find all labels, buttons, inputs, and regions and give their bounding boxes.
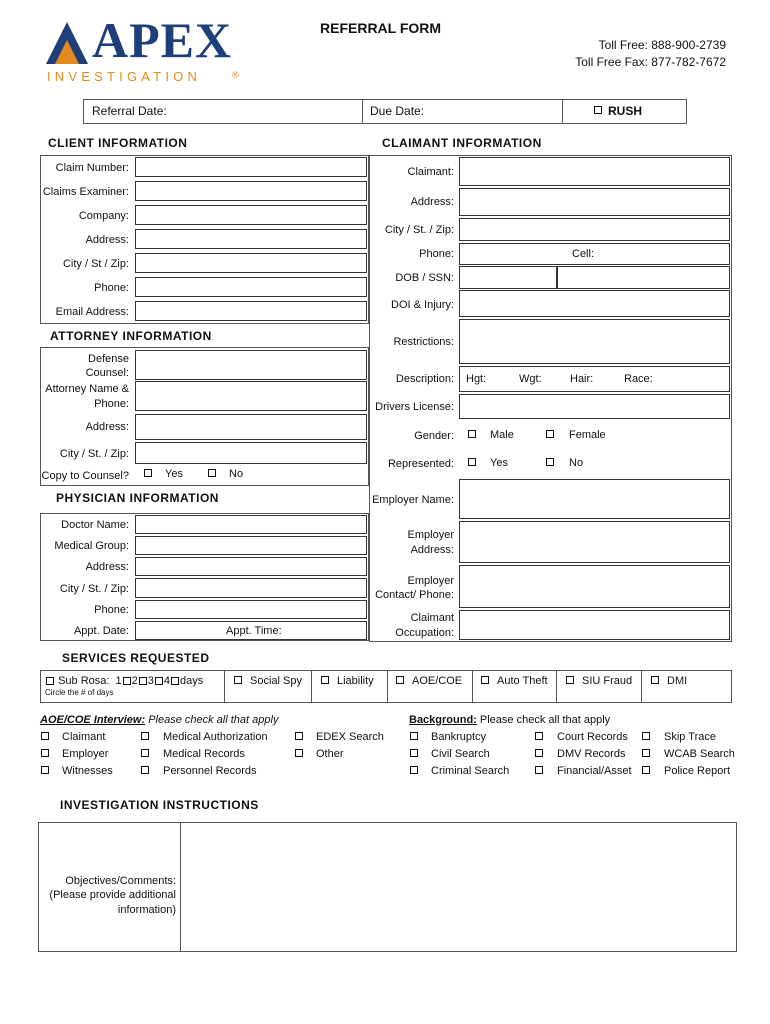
- days-label: days: [180, 675, 204, 687]
- email-input[interactable]: [135, 301, 367, 321]
- company-label: Company:: [78, 210, 129, 222]
- claimant-phone-input[interactable]: [459, 243, 730, 265]
- auto-theft-checkbox[interactable]: [481, 676, 489, 684]
- race-label: Race:: [624, 373, 653, 385]
- day-1-checkbox[interactable]: [123, 677, 131, 685]
- logo-mark-icon: [46, 22, 88, 64]
- skip-trace-checkbox[interactable]: [642, 732, 650, 740]
- dmi-checkbox[interactable]: [651, 676, 659, 684]
- doi-injury-input[interactable]: [459, 290, 730, 317]
- attorney-address-input[interactable]: [135, 414, 367, 440]
- client-heading: CLIENT INFORMATION: [48, 136, 188, 150]
- client-city-input[interactable]: [135, 253, 367, 273]
- hgt-label: Hgt:: [466, 373, 487, 385]
- referral-date-label: Referral Date:: [92, 104, 167, 118]
- wgt-label: Wgt:: [519, 373, 542, 385]
- doi-injury-label: DOI & Injury:: [391, 299, 454, 311]
- restrictions-label: Restrictions:: [393, 336, 454, 348]
- copy-counsel-label: Copy to Counsel?: [41, 470, 129, 482]
- attorney-address-label: Address:: [85, 421, 129, 433]
- client-address-input[interactable]: [135, 229, 367, 249]
- criminal-search-checkbox[interactable]: [410, 766, 418, 774]
- personnel-records-label: Personnel Records: [163, 765, 257, 777]
- dob-input[interactable]: [459, 266, 557, 289]
- sub-rosa-checkbox[interactable]: [46, 677, 54, 685]
- represented-label: Represented:: [387, 458, 454, 470]
- toll-free: Toll Free: 888-900-2739: [598, 38, 726, 52]
- employer-address-input[interactable]: [459, 521, 730, 563]
- day-2[interactable]: 2: [131, 675, 138, 687]
- defense-label-3: Attorney Name &: [45, 383, 129, 395]
- aoe-interview-heading: AOE/COE Interview:: [40, 714, 146, 726]
- copy-yes-label: Yes: [165, 468, 183, 480]
- siu-fraud-label: SIU Fraud: [582, 675, 633, 687]
- male-checkbox[interactable]: [468, 430, 476, 438]
- claimant-address-label: Address:: [410, 196, 454, 208]
- description-label: Description:: [395, 373, 454, 385]
- criminal-search-label: Criminal Search: [431, 765, 510, 777]
- copy-yes-checkbox[interactable]: [144, 469, 152, 477]
- bankruptcy-label: Bankruptcy: [431, 731, 487, 743]
- claims-examiner-input[interactable]: [135, 181, 367, 201]
- attorney-name-input[interactable]: [135, 381, 367, 411]
- logo-sub: INVESTIGATION: [47, 69, 202, 84]
- day-4-checkbox[interactable]: [171, 677, 179, 685]
- toll-free-fax: Toll Free Fax: 877-782-7672: [575, 55, 726, 69]
- financial-asset-checkbox[interactable]: [535, 766, 543, 774]
- claimant-city-input[interactable]: [459, 218, 730, 241]
- claims-examiner-label: Claims Examiner:: [42, 186, 129, 198]
- aoe-claimant-label: Claimant: [62, 731, 106, 743]
- claimant-label: Claimant:: [407, 166, 454, 178]
- represented-no-checkbox[interactable]: [546, 458, 554, 466]
- employer-name-label: Employer Name:: [372, 494, 454, 506]
- medical-group-input[interactable]: [135, 536, 367, 555]
- employer-address-label-1: Employer: [407, 529, 454, 541]
- copy-no-checkbox[interactable]: [208, 469, 216, 477]
- employer-contact-label-2: Contact/ Phone:: [375, 589, 454, 601]
- claim-number-label: Claim Number:: [55, 162, 129, 174]
- dmv-records-label: DMV Records: [557, 748, 626, 760]
- skip-trace-label: Skip Trace: [664, 731, 716, 743]
- physician-heading: PHYSICIAN INFORMATION: [56, 491, 219, 505]
- circle-days-note: Circle the # of days: [45, 688, 114, 697]
- physician-address-input[interactable]: [135, 557, 367, 576]
- attorney-heading: ATTORNEY INFORMATION: [50, 329, 212, 343]
- court-records-checkbox[interactable]: [535, 732, 543, 740]
- sub-rosa-label: Sub Rosa:: [58, 675, 110, 687]
- drivers-license-input[interactable]: [459, 394, 730, 419]
- ssn-input[interactable]: [557, 266, 730, 289]
- siu-fraud-checkbox[interactable]: [566, 676, 574, 684]
- logo-reg: ®: [232, 70, 239, 80]
- liability-checkbox[interactable]: [321, 676, 329, 684]
- medical-group-label: Medical Group:: [54, 540, 129, 552]
- claimant-phone-label: Phone:: [419, 248, 454, 260]
- police-report-checkbox[interactable]: [642, 766, 650, 774]
- medical-authorization-label: Medical Authorization: [163, 731, 268, 743]
- email-label: Email Address:: [55, 306, 129, 318]
- due-date-label: Due Date:: [370, 104, 425, 118]
- bankruptcy-checkbox[interactable]: [410, 732, 418, 740]
- auto-theft-label: Auto Theft: [497, 675, 548, 687]
- aoe-employer-checkbox[interactable]: [41, 749, 49, 757]
- aoe-coe-checkbox[interactable]: [396, 676, 404, 684]
- claim-number-input[interactable]: [135, 157, 367, 177]
- background-heading: Background:: [409, 714, 477, 726]
- police-report-label: Police Report: [664, 765, 731, 777]
- day-2-checkbox[interactable]: [139, 677, 147, 685]
- social-spy-label: Social Spy: [250, 675, 302, 687]
- edex-search-checkbox[interactable]: [295, 732, 303, 740]
- medical-records-label: Medical Records: [163, 748, 245, 760]
- wcab-search-checkbox[interactable]: [642, 749, 650, 757]
- physician-city-label: City / St. / Zip:: [59, 583, 129, 595]
- restrictions-input[interactable]: [459, 319, 730, 364]
- represented-no-label: No: [569, 457, 584, 469]
- employer-contact-label-1: Employer: [407, 575, 454, 587]
- financial-asset-label: Financial/Asset: [557, 765, 632, 777]
- civil-search-checkbox[interactable]: [410, 749, 418, 757]
- instructions-heading: INVESTIGATION INSTRUCTIONS: [60, 798, 259, 812]
- aoe-interview-header: [40, 713, 278, 727]
- logo-brand: APEX: [92, 12, 233, 68]
- company-input[interactable]: [135, 205, 367, 225]
- personnel-records-checkbox[interactable]: [141, 766, 149, 774]
- physician-city-input[interactable]: [135, 578, 367, 598]
- sub-rosa-option[interactable]: [45, 674, 203, 688]
- female-checkbox[interactable]: [546, 430, 554, 438]
- medical-records-checkbox[interactable]: [141, 749, 149, 757]
- day-3-checkbox[interactable]: [155, 677, 163, 685]
- day-3[interactable]: 3: [147, 675, 154, 687]
- employer-name-input[interactable]: [459, 479, 730, 519]
- client-city-label: City / St / Zip:: [62, 258, 129, 270]
- female-label: Female: [569, 429, 606, 441]
- rush-label: RUSH: [608, 104, 643, 118]
- cell-label: Cell:: [572, 248, 595, 260]
- aoe-employer-label: Employer: [62, 748, 109, 760]
- occupation-input[interactable]: [459, 610, 730, 640]
- background-note: Please check all that apply: [479, 714, 611, 726]
- social-spy-checkbox[interactable]: [234, 676, 242, 684]
- defense-label-2: Counsel:: [85, 367, 129, 379]
- claimant-address-input[interactable]: [459, 188, 730, 216]
- aoe-witnesses-label: Witnesses: [62, 765, 113, 777]
- background-header: [409, 713, 610, 727]
- gender-label: Gender:: [414, 430, 454, 442]
- court-records-label: Court Records: [557, 731, 628, 743]
- client-address-label: Address:: [85, 234, 129, 246]
- copy-no-label: No: [229, 468, 244, 480]
- physician-address-label: Address:: [85, 561, 129, 573]
- occupation-label-2: Occupation:: [395, 627, 454, 639]
- employer-address-label-2: Address:: [410, 544, 454, 556]
- edex-search-label: EDEX Search: [316, 731, 384, 743]
- male-label: Male: [490, 429, 514, 441]
- attorney-city-label: City / St. / Zip:: [59, 448, 129, 460]
- represented-yes-checkbox[interactable]: [468, 458, 476, 466]
- dmv-records-checkbox[interactable]: [535, 749, 543, 757]
- objectives-label-1: Objectives/Comments:: [65, 875, 176, 887]
- page-title: REFERRAL FORM: [320, 20, 442, 36]
- other-checkbox[interactable]: [295, 749, 303, 757]
- dmi-label: DMI: [667, 675, 688, 687]
- appt-time-label: Appt. Time:: [226, 625, 282, 637]
- defense-label-1: Defense: [88, 353, 129, 365]
- objectives-label-3: information): [117, 904, 176, 916]
- physician-phone-input[interactable]: [135, 600, 367, 619]
- physician-phone-label: Phone:: [94, 604, 129, 616]
- day-1[interactable]: 1: [115, 675, 122, 687]
- objectives-label-2: (Please provide additional: [49, 889, 176, 901]
- aoe-interview-note: Please check all that apply: [148, 714, 279, 726]
- medical-authorization-checkbox[interactable]: [141, 732, 149, 740]
- claimant-heading: CLAIMANT INFORMATION: [382, 136, 542, 150]
- client-phone-input[interactable]: [135, 277, 367, 297]
- aoe-witnesses-checkbox[interactable]: [41, 766, 49, 774]
- other-label: Other: [316, 748, 344, 760]
- rush-checkbox[interactable]: [594, 106, 602, 114]
- services-heading: SERVICES REQUESTED: [62, 651, 210, 665]
- description-input[interactable]: [459, 366, 730, 392]
- doctor-name-input[interactable]: [135, 515, 367, 534]
- liability-label: Liability: [337, 675, 374, 687]
- hair-label: Hair:: [570, 373, 594, 385]
- civil-search-label: Civil Search: [431, 748, 490, 760]
- defense-counsel-input[interactable]: [135, 350, 367, 380]
- occupation-label-1: Claimant: [410, 612, 454, 624]
- wcab-search-label: WCAB Search: [664, 748, 735, 760]
- aoe-coe-label: AOE/COE: [412, 675, 463, 687]
- day-4[interactable]: 4: [163, 675, 170, 687]
- dob-ssn-label: DOB / SSN:: [395, 272, 454, 284]
- doctor-name-label: Doctor Name:: [61, 519, 129, 531]
- objectives-textarea[interactable]: [181, 823, 736, 951]
- claimant-input[interactable]: [459, 157, 730, 186]
- appt-date-label: Appt. Date:: [73, 625, 129, 637]
- represented-yes-label: Yes: [490, 457, 508, 469]
- client-phone-label: Phone:: [94, 282, 129, 294]
- employer-contact-input[interactable]: [459, 565, 730, 608]
- defense-label-4: Phone:: [94, 398, 129, 410]
- attorney-city-input[interactable]: [135, 442, 367, 464]
- aoe-claimant-checkbox[interactable]: [41, 732, 49, 740]
- claimant-city-label: City / St. / Zip:: [384, 224, 454, 236]
- drivers-license-label: Drivers License:: [375, 401, 454, 413]
